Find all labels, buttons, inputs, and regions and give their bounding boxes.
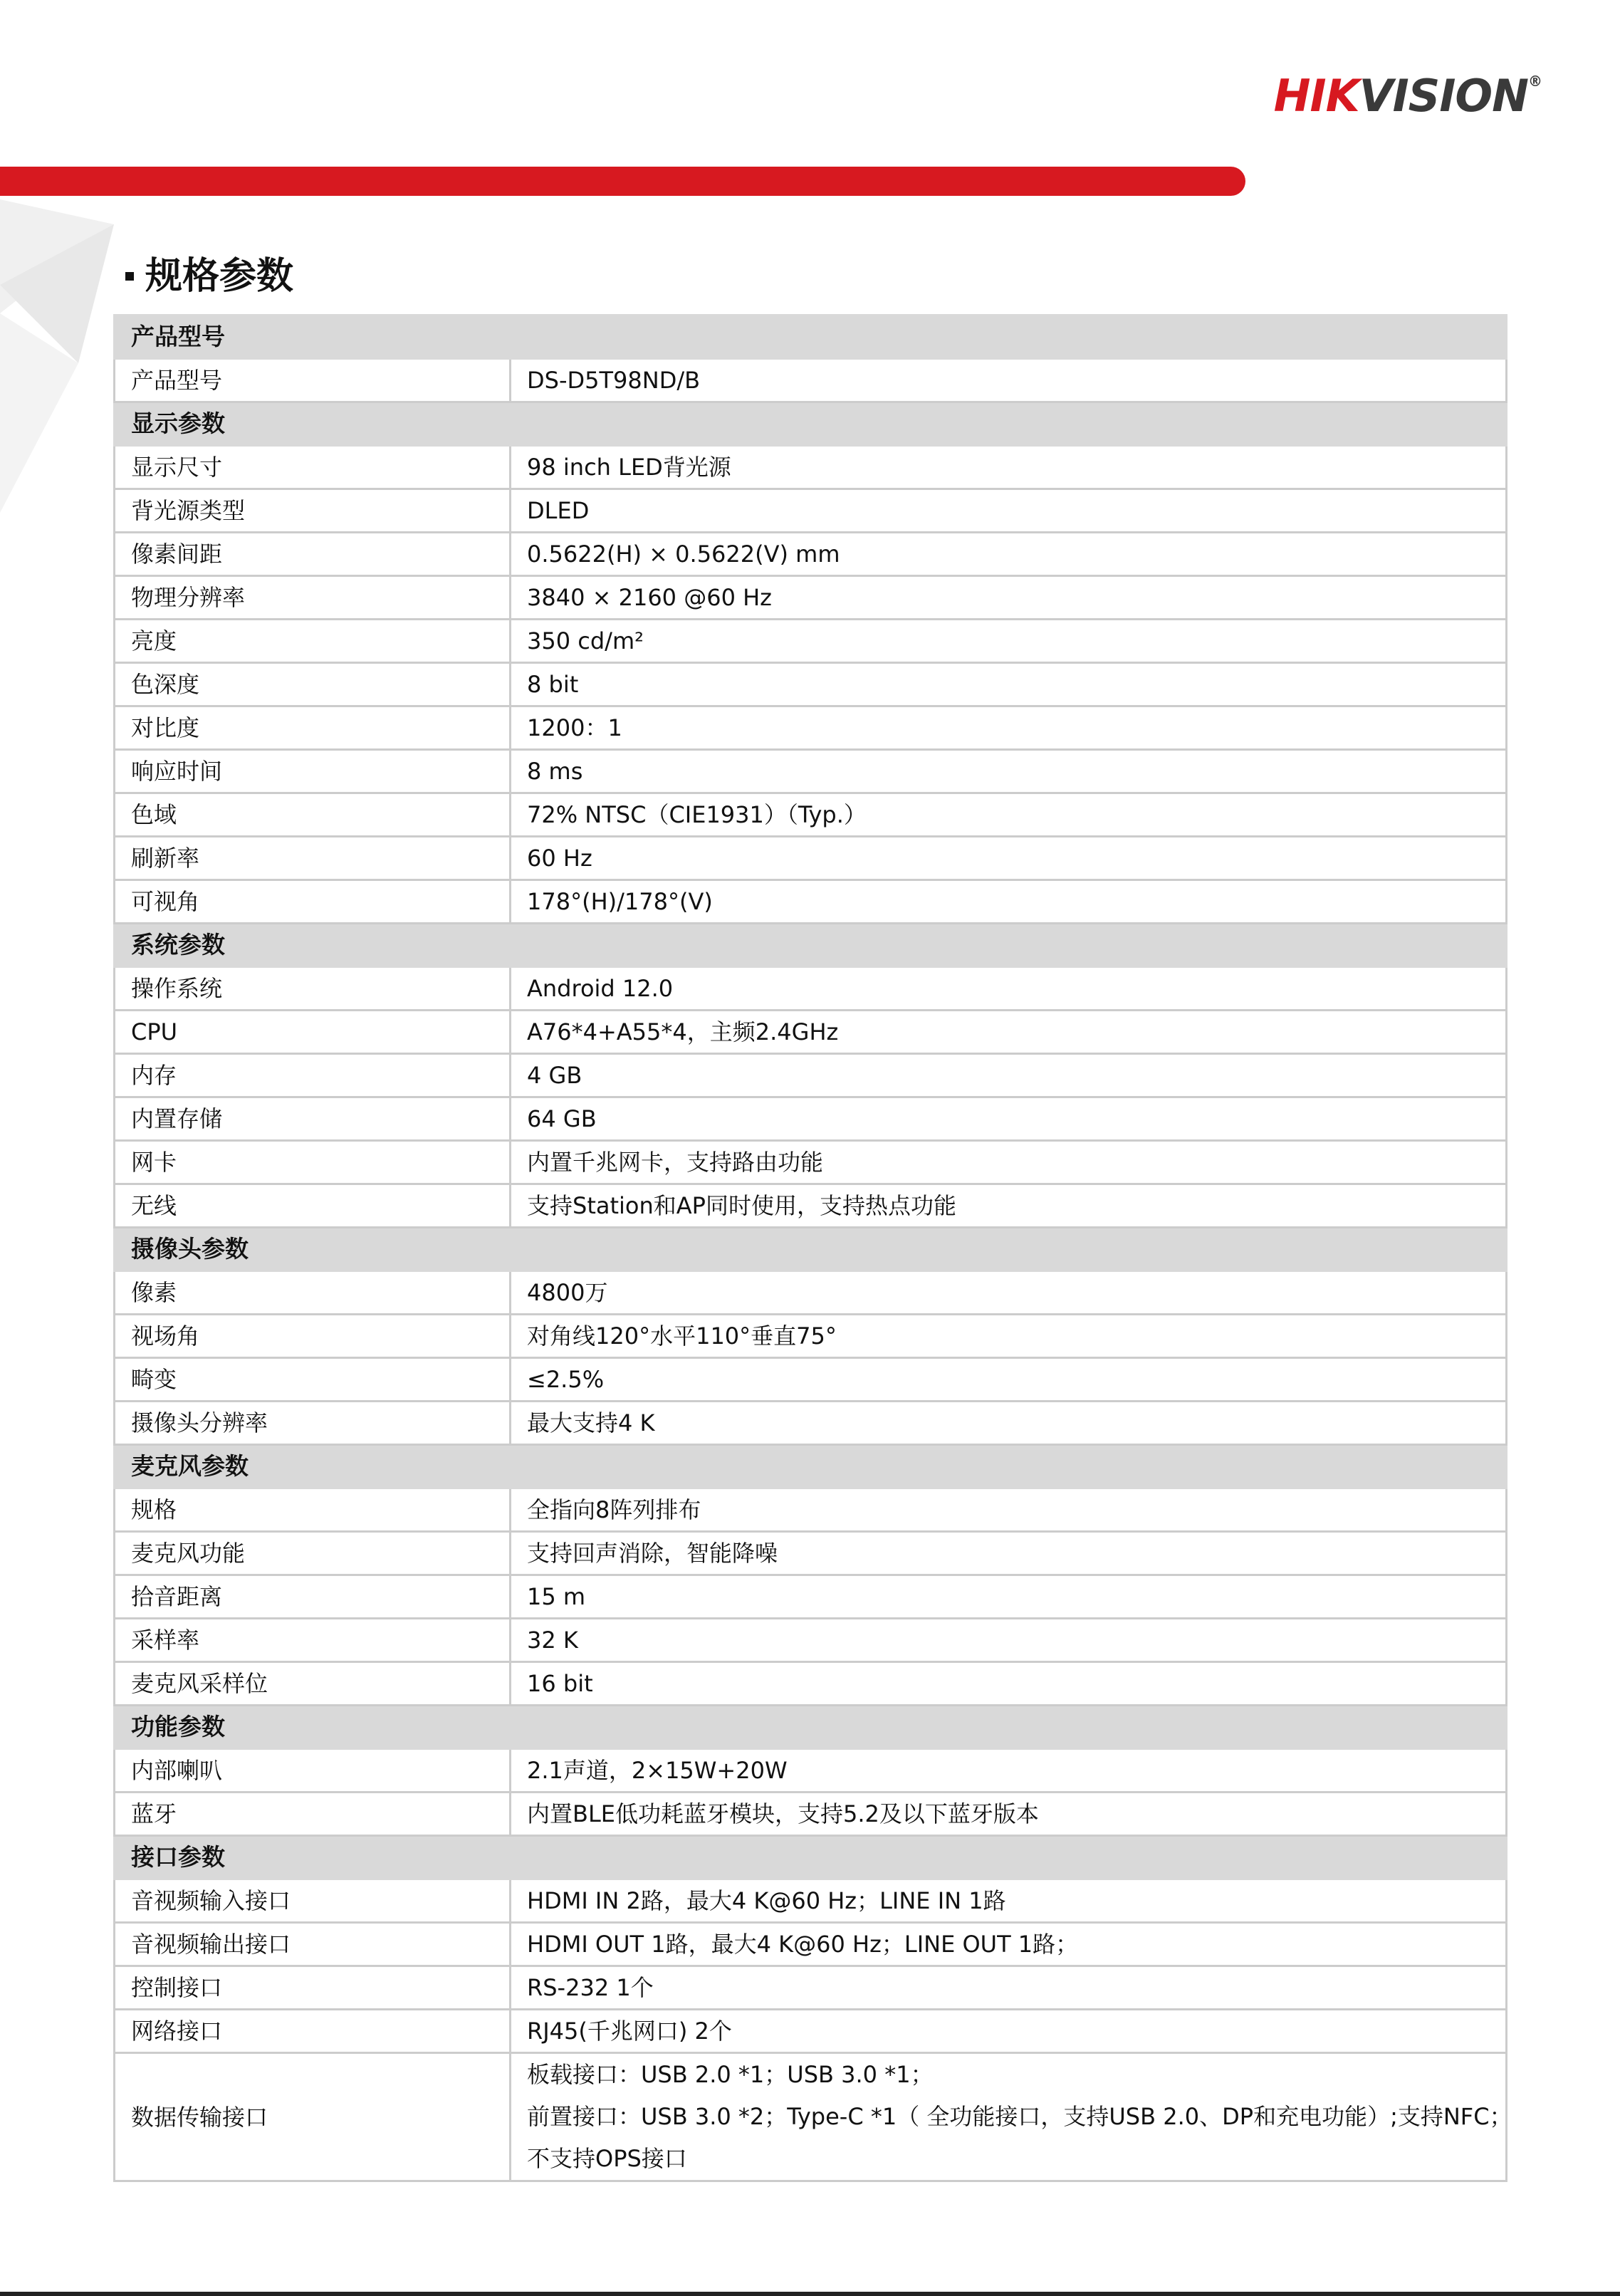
row-value: 内置千兆网卡，支持路由功能 xyxy=(511,1141,1507,1184)
row-label: 音视频输入接口 xyxy=(115,1879,511,1923)
decorative-triangles xyxy=(0,199,121,520)
row-value xyxy=(511,2053,1512,2181)
footer-line xyxy=(0,2292,1620,2296)
group-title: 系统参数 xyxy=(115,924,1507,967)
row-value: 72% NTSC（CIE1931）（Typ.） xyxy=(511,793,1507,837)
table-row xyxy=(115,446,1507,489)
header-red-bar xyxy=(0,167,1245,196)
row-label: 刷新率 xyxy=(115,837,511,880)
row-label: 内置存储 xyxy=(115,1097,511,1141)
group-header-row xyxy=(115,1445,1507,1488)
group-header-row xyxy=(115,315,1507,359)
table-row xyxy=(115,967,1507,1011)
group-header-row xyxy=(115,402,1507,446)
value-line: 不支持OPS接口 xyxy=(527,2145,687,2172)
table-row xyxy=(115,1575,1507,1619)
table-row xyxy=(115,793,1507,837)
row-label: 像素 xyxy=(115,1271,511,1315)
table-row xyxy=(115,533,1507,576)
row-value: 178°(H)/178°(V) xyxy=(511,880,1507,924)
row-label: 蓝牙 xyxy=(115,1793,511,1836)
row-label: 控制接口 xyxy=(115,1966,511,2010)
group-title: 接口参数 xyxy=(115,1836,1507,1879)
table-row xyxy=(115,1184,1507,1228)
row-value: 8 ms xyxy=(511,750,1507,793)
row-value: 内置BLE低功耗蓝牙模块，支持5.2及以下蓝牙版本 xyxy=(511,1793,1507,1836)
row-label: 视场角 xyxy=(115,1315,511,1358)
section-title-text: 规格参数 xyxy=(145,255,294,298)
row-value: 8 bit xyxy=(511,663,1507,706)
row-label: 物理分辨率 xyxy=(115,576,511,620)
row-value: 98 inch LED背光源 xyxy=(511,446,1507,489)
row-value: 对角线120°水平110°垂直75° xyxy=(511,1315,1507,1358)
table-row xyxy=(115,1097,1507,1141)
table-row xyxy=(115,1315,1507,1358)
group-header-row xyxy=(115,1706,1507,1749)
table-row xyxy=(115,1402,1507,1445)
table-row xyxy=(115,1793,1507,1836)
row-label: 数据传输接口 xyxy=(115,2053,511,2181)
value-line: 板载接口：USB 2.0 *1；USB 3.0 *1； xyxy=(527,2061,934,2088)
row-value: HDMI OUT 1路，最大4 K@60 Hz；LINE OUT 1路； xyxy=(511,1923,1507,1966)
row-label: 内存 xyxy=(115,1054,511,1097)
row-label: 网卡 xyxy=(115,1141,511,1184)
row-value: 16 bit xyxy=(511,1662,1507,1706)
row-value: 全指向8阵列排布 xyxy=(511,1488,1507,1532)
table-row xyxy=(115,837,1507,880)
row-label: 畸变 xyxy=(115,1358,511,1402)
row-label: 亮度 xyxy=(115,620,511,663)
row-value: RJ45(千兆网口) 2个 xyxy=(511,2010,1507,2053)
row-label: 拾音距离 xyxy=(115,1575,511,1619)
table-row xyxy=(115,1749,1507,1793)
row-value: RS-232 1个 xyxy=(511,1966,1507,2010)
table-row xyxy=(115,1619,1507,1662)
row-value: DS-D5T98ND/B xyxy=(511,359,1507,402)
row-label: CPU xyxy=(115,1011,511,1054)
row-label: 像素间距 xyxy=(115,533,511,576)
table-row xyxy=(115,576,1507,620)
row-value: 1200：1 xyxy=(511,706,1507,750)
table-row xyxy=(115,620,1507,663)
table-row xyxy=(115,359,1507,402)
row-label: 麦克风采样位 xyxy=(115,1662,511,1706)
spec-table-body xyxy=(115,315,1512,2181)
table-row xyxy=(115,750,1507,793)
row-value: A76*4+A55*4，主频2.4GHz xyxy=(511,1011,1507,1054)
row-label: 对比度 xyxy=(115,706,511,750)
row-label: 操作系统 xyxy=(115,967,511,1011)
row-label: 规格 xyxy=(115,1488,511,1532)
row-value: 64 GB xyxy=(511,1097,1507,1141)
group-title: 产品型号 xyxy=(115,315,1507,359)
row-value: 350 cd/m² xyxy=(511,620,1507,663)
group-title: 摄像头参数 xyxy=(115,1228,1507,1271)
hikvision-logo: HIKVISION® xyxy=(1273,70,1542,122)
row-label: 采样率 xyxy=(115,1619,511,1662)
row-value: 支持回声消除，智能降噪 xyxy=(511,1532,1507,1575)
table-row xyxy=(115,1662,1507,1706)
row-value: 0.5622(H) × 0.5622(V) mm xyxy=(511,533,1507,576)
group-title: 功能参数 xyxy=(115,1706,1507,1749)
table-row xyxy=(115,1966,1507,2010)
row-value: HDMI IN 2路，最大4 K@60 Hz；LINE IN 1路 xyxy=(511,1879,1507,1923)
row-value: DLED xyxy=(511,489,1507,533)
row-label: 网络接口 xyxy=(115,2010,511,2053)
table-row xyxy=(115,1923,1507,1966)
row-label: 音视频输出接口 xyxy=(115,1923,511,1966)
row-value: Android 12.0 xyxy=(511,967,1507,1011)
row-value: 32 K xyxy=(511,1619,1507,1662)
spec-table xyxy=(113,314,1512,2182)
table-row xyxy=(115,1532,1507,1575)
row-label: 摄像头分辨率 xyxy=(115,1402,511,1445)
row-label: 显示尺寸 xyxy=(115,446,511,489)
value-line: 前置接口：USB 3.0 *2；Type-C *1（ 全功能接口，支持USB 2.0、DP和充电功能）;支持NFC； xyxy=(527,2103,1512,2130)
row-label: 麦克风功能 xyxy=(115,1532,511,1575)
table-row xyxy=(115,880,1507,924)
row-label: 背光源类型 xyxy=(115,489,511,533)
table-row xyxy=(115,1141,1507,1184)
row-label: 无线 xyxy=(115,1184,511,1228)
row-label: 产品型号 xyxy=(115,359,511,402)
row-value: 4800万 xyxy=(511,1271,1507,1315)
row-value: ≤2.5% xyxy=(511,1358,1507,1402)
bullet-square-icon xyxy=(125,272,134,281)
table-row xyxy=(115,1879,1507,1923)
row-label: 可视角 xyxy=(115,880,511,924)
row-value: 15 m xyxy=(511,1575,1507,1619)
group-title: 显示参数 xyxy=(115,402,1507,446)
row-label: 响应时间 xyxy=(115,750,511,793)
table-row xyxy=(115,663,1507,706)
table-row xyxy=(115,2010,1507,2053)
group-header-row xyxy=(115,1836,1507,1879)
table-row xyxy=(115,2053,1507,2181)
row-label: 色深度 xyxy=(115,663,511,706)
group-header-row xyxy=(115,924,1507,967)
group-title: 麦克风参数 xyxy=(115,1445,1507,1488)
group-header-row xyxy=(115,1228,1507,1271)
section-title xyxy=(125,255,294,298)
row-label: 内部喇叭 xyxy=(115,1749,511,1793)
row-value: 3840 × 2160 @60 Hz xyxy=(511,576,1507,620)
table-row xyxy=(115,1054,1507,1097)
row-value: 2.1声道，2×15W+20W xyxy=(511,1749,1507,1793)
row-value: 支持Station和AP同时使用，支持热点功能 xyxy=(511,1184,1507,1228)
table-row xyxy=(115,489,1507,533)
table-row xyxy=(115,1358,1507,1402)
table-row xyxy=(115,1271,1507,1315)
row-value: 60 Hz xyxy=(511,837,1507,880)
row-label: 色域 xyxy=(115,793,511,837)
table-row xyxy=(115,1011,1507,1054)
row-value: 4 GB xyxy=(511,1054,1507,1097)
row-value: 最大支持4 K xyxy=(511,1402,1507,1445)
table-row xyxy=(115,706,1507,750)
table-row xyxy=(115,1488,1507,1532)
